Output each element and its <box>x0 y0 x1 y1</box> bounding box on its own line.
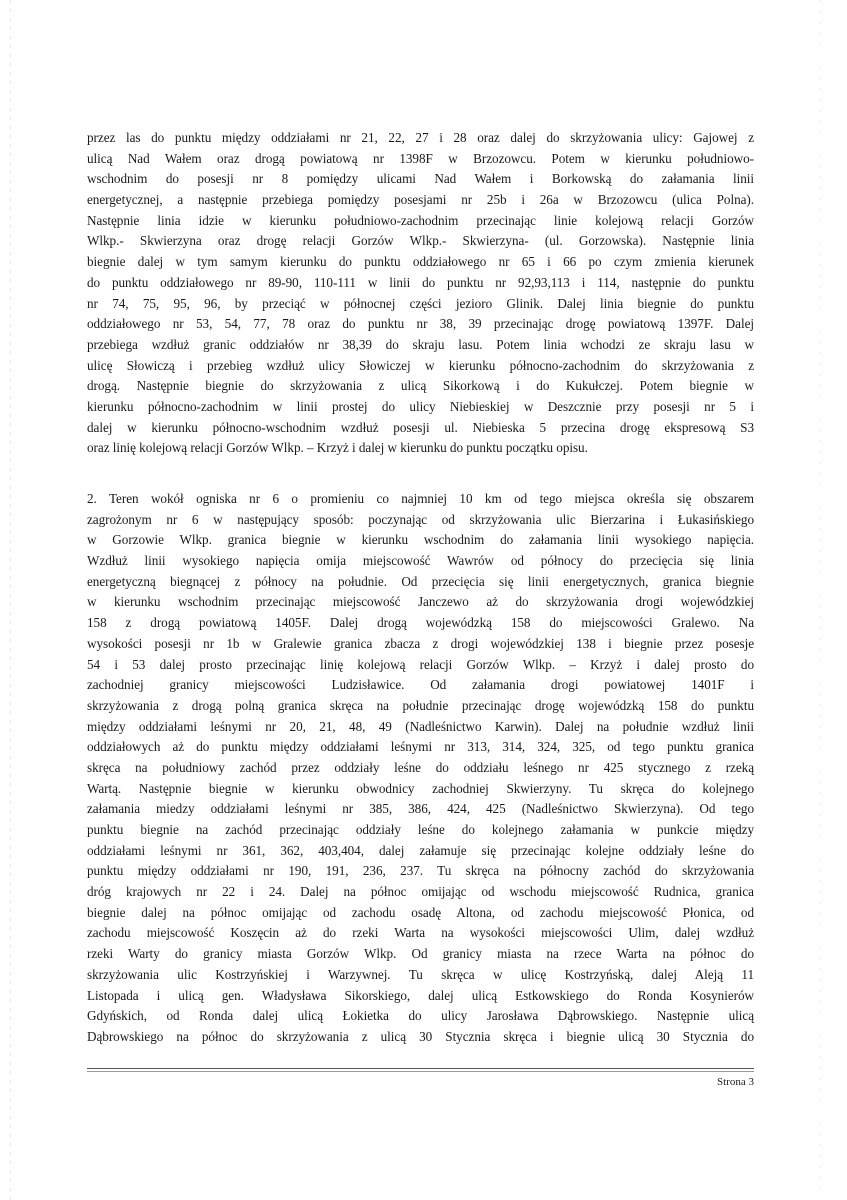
text-line: Wlkp.- Skwierzyna oraz drogę relacji Gorzów Wlkp.- Skwierzyna- (ul. Gorzowska). Następnie linia <box>87 233 754 249</box>
text-line: 2. Teren wokół ogniska nr 6 o promieniu co najmniej 10 km od tego miejsca określa się obszarem <box>87 491 754 506</box>
text-line: energetycznej, a następnie przebiega pomiędzy posesjami nr 25b i 26a w Brzozowcu (ulica Polna). <box>87 192 754 208</box>
footer-rule-secondary <box>87 1071 754 1072</box>
text-line: dalej w kierunku północno-wschodnim wzdłuż posesji ul. Niebieska 5 przecina drogę ekspresową S3 <box>87 419 754 435</box>
footer-rule <box>87 1068 754 1069</box>
text-line: zachodniej granicy miejscowości Ludzisławice. Od załamania drogi powiatowej 1401F i <box>87 677 754 693</box>
scan-edge-right <box>820 0 821 1200</box>
text-line: oddziałami leśnymi nr 361, 362, 403,404, dalej załamuje się przecinając kolejne oddziały leśne do <box>87 842 754 858</box>
text-line: Następnie linia idzie w kierunku południowo-zachodnim przecinając linie kolejową relacji Gorzów <box>87 212 754 228</box>
text-line: oddziałowego nr 53, 54, 77, 78 oraz do punktu nr 38, 39 przecinając drogę powiatową 1397F. Dalej <box>87 316 754 332</box>
text-line: wschodnim do posesji nr 8 pomiędzy ulicami Nad Wałem i Borkowską do załamania linii <box>87 171 754 187</box>
text-line: skrzyżowania ulic Kostrzyńskiej i Warzywnej. Tu skręca w ulicę Kostrzyńską, dalej Aleją 11 <box>87 966 754 982</box>
text-line: nr 74, 75, 95, 96, by przeciąć w północnej części jezioro Glinik. Dalej linia biegnie do punktu <box>87 295 754 311</box>
text-line: skrzyżowania z drogą polną granica skręca na południe przecinając drogę wojewódzką 158 do punktu <box>87 697 754 713</box>
text-line: wysokości posesji nr 1b w Gralewie granica zbacza z drogi wojewódzkiej 138 i biegnie przez posesje <box>87 635 754 651</box>
text-line: energetyczną biegnącej z północy na południe. Od przecięcia się linii energetycznych, granica biegnie <box>87 573 754 589</box>
text-line: Wartą. Następnie biegnie w kierunku obwodnicy zachodniej Skwierzyny. Tu skręca do kolejnego <box>87 780 754 796</box>
text-line: Wzdłuż linii wysokiego napięcia omija miejscowość Wawrów od północy do przecięcia się linia <box>87 553 754 569</box>
paragraph-1 <box>87 128 754 459</box>
text-line: drogą. Następnie biegnie do skrzyżowania z ulicą Sikorkową i do Kukułczej. Potem biegnie w <box>87 378 754 394</box>
text-line: biegnie dalej na północ omijając od zachodu osadę Altona, od zachodu miejscowość Płonica, od <box>87 904 754 920</box>
text-line: skręca na południowy zachód przez oddziały leśne do oddziału leśnego nr 425 stycznego z rzeką <box>87 759 754 775</box>
text-line: oddziałowych aż do punktu między oddziałami leśnymi nr 313, 314, 324, 325, od tego punktu granica <box>87 739 754 755</box>
text-line: przez las do punktu między oddziałami nr 21, 22, 27 i 28 oraz dalej do skrzyżowania ulicy: Gajowej z <box>87 130 754 145</box>
text-line: zachodu miejscowość Koszęcin aż do rzeki Warta na wysokości miejscowości Ulim, dalej wzdłuż <box>87 925 754 941</box>
text-line: biegnie dalej w tym samym kierunku do punktu oddziałowego nr 65 i 66 po czym zmienia kierunek <box>87 254 754 270</box>
text-line: w Gorzowie Wlkp. granica biegnie w kierunku wschodnim do załamania linii wysokiego napięcia. <box>87 532 754 548</box>
text-line: Listopada i ulicą gen. Władysława Sikorskiego, dalej ulicą Estkowskiego do Ronda Kosynierów <box>87 987 754 1003</box>
text-line: zagrożonym nr 6 w następujący sposób: poczynając od skrzyżowania ulic Bierzarina i Łukasińskiego <box>87 511 754 527</box>
text-line: do punktu oddziałowego nr 89-90, 110-111 w linii do punktu nr 92,93,113 i 114, następnie do punktu <box>87 274 754 290</box>
text-line: ulicę Słowiczą i przebieg wzdłuż ulicy Słowiczej w kierunku północno-zachodnim do skrzyżowania z <box>87 357 754 373</box>
text-line: w kierunku wschodnim przecinając miejscowość Janczewo aż do skrzyżowania drogi wojewódzkiej <box>87 594 754 610</box>
text-line: Dąbrowskiego na północ do skrzyżowania z ulicą 30 Stycznia skręca i biegnie ulicą 30 Stycznia do <box>87 1028 754 1044</box>
text-line: oraz linię kolejową relacji Gorzów Wlkp. – Krzyż i dalej w kierunku do punktu początku opisu. <box>87 440 588 456</box>
text-line: kierunku północno-zachodnim w linii prostej do ulicy Niebieskiej w Deszcznie przy posesji nr 5 i <box>87 398 754 414</box>
text-line: między oddziałami leśnymi nr 20, 21, 48, 49 (Nadleśnictwo Karwin). Dalej na południe wzdłuż linii <box>87 718 754 734</box>
text-line: Gdyńskich, od Ronda dalej ulicą Łokietka do ulicy Jarosława Dąbrowskiego. Następnie ulicą <box>87 1008 754 1024</box>
text-line: punktu między oddziałami nr 190, 191, 236, 237. Tu skręca na północny zachód do skrzyżowania <box>87 863 754 879</box>
text-line: punktu biegnie na zachód przecinając oddziały leśne do kolejnego załamania w punkcie między <box>87 822 754 837</box>
text-line: dróg krajowych nr 22 i 24. Dalej na północ omijając od wschodu miejscowość Rudnica, granica <box>87 884 754 900</box>
text-line: rzeki Warty do granicy miasta Gorzów Wlkp. Od granicy miasta na rzece Warta na północ do <box>87 946 754 962</box>
page-number: Strona 3 <box>717 1076 754 1088</box>
text-line: przebiega wzdłuż granic oddziałów nr 38,39 do skraju lasu. Potem linia wchodzi ze skraju lasu w <box>87 336 754 352</box>
text-line: 54 i 53 dalej prosto przecinając linię kolejową relacji Gorzów Wlkp. – Krzyż i dalej prosto do <box>87 656 754 672</box>
text-line: załamania miedzy oddziałami leśnymi nr 385, 386, 424, 425 (Nadleśnictwo Skwierzyna). Od tego <box>87 801 754 817</box>
text-line: 158 z drogą powiatową 1405F. Dalej drogą wojewódzką 158 do miejscowości Gralewo. Na <box>87 615 754 631</box>
text-line: ulicą Nad Wałem oraz drogą powiatową nr 1398F w Brzozowcu. Potem w kierunku południowo- <box>87 150 754 166</box>
scan-edge-left <box>10 0 11 1200</box>
paragraph-2 <box>87 489 754 1048</box>
